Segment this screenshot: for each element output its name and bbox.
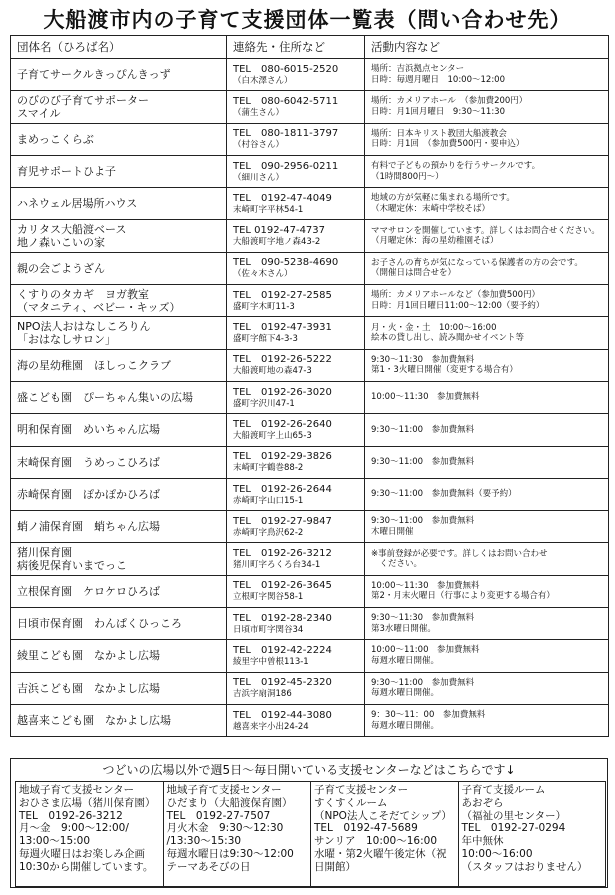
group-name-cell xyxy=(11,155,227,187)
contact-cell xyxy=(227,188,365,220)
group-name-cell xyxy=(11,672,227,704)
card-line: 年中無休 xyxy=(461,835,504,848)
group-name-cell xyxy=(11,446,227,478)
contact-line: 末崎町字鶴巻88-2 xyxy=(233,463,304,474)
table-row xyxy=(11,704,609,736)
contact-cell xyxy=(227,414,365,446)
name-line: のびのび子育てサポーター xyxy=(17,93,149,107)
contact-cell xyxy=(227,220,365,252)
name-line: 赤崎保育園 ぽかぽかひろば xyxy=(17,488,160,501)
group-name-cell xyxy=(11,608,227,640)
contact-cell xyxy=(227,575,365,607)
contact-cell xyxy=(227,285,365,317)
support-center-card xyxy=(16,782,164,886)
header-contact: 連絡先・住所など xyxy=(227,36,365,59)
table-row xyxy=(11,285,609,317)
contact-line: 日頃市町字関谷34 xyxy=(233,624,304,635)
activity-line: 9:30～11:00 参加費無料（要予約） xyxy=(371,489,517,500)
support-center-card xyxy=(311,782,459,886)
activity-cell xyxy=(365,285,609,317)
activity-line: 9:30～11:00 参加費無料 xyxy=(371,677,475,688)
card-line: 水曜・第2火曜午後定休（祝 xyxy=(314,847,447,860)
contact-line: TEL 090-2956-0211 xyxy=(233,160,339,172)
activity-line: ママサロンを開催しています。詳しくはお問合せください。 xyxy=(371,225,600,236)
card-line: TEL 0192-47-5689 xyxy=(314,822,418,835)
header-group-name: 団体名（ひろば名） xyxy=(11,36,227,59)
contact-cell xyxy=(227,252,365,284)
card-line: 子育て支援センター xyxy=(314,784,409,796)
group-name-cell xyxy=(11,91,227,123)
group-name-cell xyxy=(11,381,227,413)
table-row xyxy=(11,543,609,575)
name-line: ハネウェル居場所ハウス xyxy=(17,197,138,211)
table-row xyxy=(11,317,609,349)
activity-line: 日時：月1回月曜日 9:30～11:30 xyxy=(371,106,505,117)
contact-line: TEL 0192-47-3931 xyxy=(233,322,332,334)
contact-line: 末崎町字平林54-1 xyxy=(233,204,304,215)
activity-line: 9:30～11:30 参加費無料 xyxy=(371,613,475,624)
table-row xyxy=(11,91,609,123)
contact-line: 盛町字沢川47-1 xyxy=(233,398,295,409)
table-row xyxy=(11,446,609,478)
table-row xyxy=(11,155,609,187)
table-row xyxy=(11,478,609,510)
activity-line: 毎週水曜日開催。 xyxy=(371,655,440,666)
contact-line: TEL 0192-27-9847 xyxy=(233,515,332,527)
contact-line: 猪川町字ろくろ台34-1 xyxy=(233,560,321,571)
table-row xyxy=(11,511,609,543)
group-name-cell xyxy=(11,123,227,155)
contact-line: TEL 0192-28-2340 xyxy=(233,612,332,624)
contact-line: 越喜来字小出24-24 xyxy=(233,721,309,732)
activity-line: 場所：日本キリスト教団大船渡教会 xyxy=(371,128,507,139)
table-row xyxy=(11,575,609,607)
name-line: 蛸ノ浦保育園 蛸ちゃん広場 xyxy=(17,520,160,534)
activity-line: 有料で子どもの預かりを行うサークルです。 xyxy=(371,161,541,172)
contact-cell xyxy=(227,155,365,187)
contact-cell xyxy=(227,381,365,413)
contact-line: 大船渡町字上山65-3 xyxy=(233,430,312,441)
activity-cell xyxy=(365,446,609,478)
support-groups-table xyxy=(10,35,609,737)
name-line: 越喜来こども園 なかよし広場 xyxy=(17,714,171,728)
activity-cell xyxy=(365,478,609,510)
activity-line: （1時間800円～） xyxy=(371,171,444,182)
contact-line: （佐々木さん） xyxy=(233,269,293,280)
activity-line: （月曜定休：海の星幼稚園そば） xyxy=(371,236,499,247)
card-line: 毎週水曜日は9:30～12:00 xyxy=(166,847,294,860)
activity-cell xyxy=(365,252,609,284)
activity-cell xyxy=(365,543,609,575)
contact-line: （細川さん） xyxy=(233,172,285,183)
activity-line: 9:30～11:00 参加費無料 xyxy=(371,456,475,467)
support-center-card xyxy=(164,782,312,886)
activity-line: （開催日は問合せを） xyxy=(371,268,457,279)
contact-line: TEL 0192-26-3212 xyxy=(233,548,332,560)
contact-line: 盛町字館下4-3-3 xyxy=(233,334,298,345)
card-line: すくすくルーム xyxy=(314,796,388,809)
contact-line: TEL 0192-47-4049 xyxy=(233,192,332,204)
name-line: カリタス大船渡ベース xyxy=(17,223,127,237)
card-line: 日開館） xyxy=(314,860,356,873)
card-line: 月～金 9:00～12:00/ xyxy=(19,822,129,835)
table-row xyxy=(11,640,609,672)
contact-cell xyxy=(227,446,365,478)
contact-line: 吉浜字扇洞186 xyxy=(233,689,292,700)
table-row xyxy=(11,220,609,252)
group-name-cell xyxy=(11,704,227,736)
name-line: 末崎保育園 うめっこひろば xyxy=(17,455,160,469)
activity-line: 第3水曜日開催。 xyxy=(371,623,436,634)
activity-line: 毎週水曜日開催。 xyxy=(371,688,440,699)
contact-cell xyxy=(227,478,365,510)
contact-line: 大船渡町字地ノ森43-2 xyxy=(233,237,321,248)
contact-line: 盛町字木町11-3 xyxy=(233,301,295,312)
contact-line: （白木澤さん） xyxy=(233,75,293,86)
activity-cell xyxy=(365,155,609,187)
activity-line: 場所：カメリアホール （参加費200円） xyxy=(371,96,528,107)
card-line: 10:30から開催しています。 xyxy=(19,860,154,873)
activity-line: 10:00～11:00 参加費無料 xyxy=(371,645,480,656)
card-line: TEL 0192-26-3212 xyxy=(19,809,123,822)
contact-line: TEL 080-1811-3797 xyxy=(233,128,339,140)
activity-line: 月・火・金・土 10:00～16:00 xyxy=(371,322,497,333)
table-row xyxy=(11,672,609,704)
contact-line: 立根町字関谷58-1 xyxy=(233,592,304,603)
group-name-cell xyxy=(11,543,227,575)
card-line: 13:00～15:00 xyxy=(19,835,91,848)
contact-cell xyxy=(227,123,365,155)
activity-cell xyxy=(365,188,609,220)
contact-cell xyxy=(227,511,365,543)
name-line: 病後児保育いまでっこ xyxy=(17,559,127,573)
group-name-cell xyxy=(11,414,227,446)
contact-line: TEL 0192-47-4737 xyxy=(233,225,326,237)
contact-line: TEL 0192-29-3826 xyxy=(233,451,332,463)
card-line: （福祉の里センター） xyxy=(461,809,567,822)
activity-cell xyxy=(365,672,609,704)
table-row xyxy=(11,381,609,413)
activity-cell xyxy=(365,608,609,640)
contact-cell xyxy=(227,672,365,704)
contact-line: TEL 0192-26-3020 xyxy=(233,386,332,398)
name-line: 綾里こども園 なかよし広場 xyxy=(17,649,160,663)
contact-line: TEL 080-6042-5711 xyxy=(233,95,339,107)
card-line: 毎週火曜日はお楽しみ企画 xyxy=(19,847,145,860)
activity-line: 日時：月1回日曜日11:00～12:00（要予約） xyxy=(371,300,545,311)
name-line: 立根保育園 ケロケロひろば xyxy=(17,584,160,598)
group-name-cell xyxy=(11,188,227,220)
activity-cell xyxy=(365,704,609,736)
card-line: あおぞら xyxy=(461,796,504,809)
activity-line: 日時：毎週月曜日 10:00～12:00 xyxy=(371,74,505,85)
header-activity: 活動内容など xyxy=(365,36,609,59)
support-center-cards xyxy=(15,781,606,887)
activity-line: 9:30～11:30 参加費無料 xyxy=(371,354,475,365)
activity-line: お子さんの育ちが気になっている保護者の方の会です。 xyxy=(371,257,583,268)
group-name-cell xyxy=(11,575,227,607)
name-line: 育児サポートひよ子 xyxy=(17,165,116,179)
activity-line: 毎週水曜日開催。 xyxy=(371,720,440,731)
table-row xyxy=(11,188,609,220)
contact-cell xyxy=(227,317,365,349)
activity-cell xyxy=(365,640,609,672)
activity-cell xyxy=(365,123,609,155)
activity-line: 9:30～11:00 参加費無料 xyxy=(371,424,475,435)
activity-line: ください。 xyxy=(371,559,423,570)
activity-line: （木曜定休：末崎中学校そば） xyxy=(371,203,491,214)
name-line: 「おはなしサロン」 xyxy=(17,333,116,347)
name-line: くすりのタカギ ヨガ教室 xyxy=(17,287,149,301)
name-line: （マタニティ、ベビー・キッズ） xyxy=(17,300,181,314)
activity-cell xyxy=(365,317,609,349)
table-header-row xyxy=(11,36,609,59)
contact-line: TEL 080-6015-2520 xyxy=(233,63,339,75)
table-row xyxy=(11,59,609,91)
card-line: TEL 0192-27-0294 xyxy=(461,822,566,835)
name-line: まめっこくらぶ xyxy=(17,132,94,146)
card-line: /13:30～15:30 xyxy=(166,835,242,848)
table-row xyxy=(11,608,609,640)
contact-line: （蒲生さん） xyxy=(233,107,285,118)
support-center-card xyxy=(459,782,606,886)
contact-line: TEL 0192-45-2320 xyxy=(233,677,332,689)
group-name-cell xyxy=(11,220,227,252)
table-row xyxy=(11,252,609,284)
contact-line: 赤崎町字鳥沢62-2 xyxy=(233,527,304,538)
activity-line: 日時：月1回 （参加費500円・要申込） xyxy=(371,139,525,150)
contact-cell xyxy=(227,91,365,123)
name-line: 親の会ごようざん xyxy=(17,261,105,275)
table-row xyxy=(11,414,609,446)
notice-text: つどいの広場以外で週5日～毎日開いている支援センターなどはこちらです↓ xyxy=(102,763,516,777)
contact-line: TEL 0192-26-3645 xyxy=(233,580,332,592)
contact-line: TEL 090-5238-4690 xyxy=(233,257,339,269)
activity-cell xyxy=(365,59,609,91)
contact-line: 綾里字中曽根113-1 xyxy=(233,656,309,667)
activity-line: 9:30～11:00 参加費無料 xyxy=(371,516,475,527)
contact-line: TEL 0192-42-2224 xyxy=(233,644,332,656)
name-line: NPO法人おはなしころりん xyxy=(17,320,151,334)
contact-cell xyxy=(227,59,365,91)
card-line: おひさま広場（猪川保育園） xyxy=(19,796,156,809)
contact-line: 赤崎町字山口15-1 xyxy=(233,495,304,506)
contact-cell xyxy=(227,349,365,381)
activity-cell xyxy=(365,575,609,607)
activity-line: 10:00～11:30 参加費無料 xyxy=(371,580,480,591)
group-name-cell xyxy=(11,285,227,317)
card-line: 地域子育て支援センター xyxy=(166,784,282,796)
contact-line: TEL 0192-26-2640 xyxy=(233,418,332,430)
name-line: 猪川保育園 xyxy=(17,546,72,560)
activity-line: ※事前登録が必要です。詳しくはお問い合わせ xyxy=(371,548,548,559)
contact-line: TEL 0192-26-2644 xyxy=(233,483,332,495)
card-line: 地域子育て支援センター xyxy=(19,784,135,796)
card-line: サンリア 10:00～16:00 xyxy=(314,835,437,848)
name-line: 明和保育園 めいちゃん広場 xyxy=(17,423,160,437)
card-line: 子育て支援ルーム xyxy=(461,784,546,796)
group-name-cell xyxy=(11,511,227,543)
contact-line: 大船渡町地の森47-3 xyxy=(233,366,312,377)
card-line: 月火木金 9:30～12:30 xyxy=(166,822,284,835)
contact-line: TEL 0192-27-2585 xyxy=(233,289,332,301)
group-name-cell xyxy=(11,640,227,672)
contact-cell xyxy=(227,543,365,575)
contact-cell xyxy=(227,704,365,736)
group-name-cell xyxy=(11,59,227,91)
activity-line: 絵本の貸し出し、読み聞かせイベント等 xyxy=(371,333,525,344)
card-line: ひだまり（大船渡保育園） xyxy=(166,796,293,809)
activity-cell xyxy=(365,349,609,381)
group-name-cell xyxy=(11,252,227,284)
name-line: 子育てサークルきっぴんきっず xyxy=(17,68,171,82)
name-line: 日頃市保育園 わんぱくひっころ xyxy=(17,617,182,631)
activity-cell xyxy=(365,511,609,543)
card-line: （NPO法人こそだてシップ） xyxy=(314,809,452,822)
name-line: スマイル xyxy=(17,106,61,120)
name-line: 吉浜こども園 なかよし広場 xyxy=(17,681,160,695)
contact-line: TEL 0192-26-5222 xyxy=(233,354,332,366)
contact-line: TEL 0192-44-3080 xyxy=(233,709,332,721)
card-line: TEL 0192-27-7507 xyxy=(166,809,271,822)
activity-cell xyxy=(365,381,609,413)
group-name-cell xyxy=(11,317,227,349)
name-line: 海の星幼稚園 ほしっこクラブ xyxy=(17,358,171,372)
activity-line: 第1・3火曜日開催（変更する場合有） xyxy=(371,365,518,376)
activity-cell xyxy=(365,220,609,252)
activity-line: 第2・月末火曜日（行事により変更する場合有） xyxy=(371,591,555,602)
activity-line: 9：30～11：00 参加費無料 xyxy=(371,710,486,721)
contact-cell xyxy=(227,608,365,640)
activity-cell xyxy=(365,414,609,446)
card-line: （スタッフはおりません） xyxy=(461,860,588,873)
name-line: 地ノ森いこいの家 xyxy=(17,236,105,250)
activity-line: 地域の方が気軽に集まれる場所です。 xyxy=(371,193,515,204)
contact-line: （村谷さん） xyxy=(233,140,285,151)
table-row xyxy=(11,123,609,155)
page-title: 大船渡市内の子育て支援団体一覧表（問い合わせ先） xyxy=(43,8,572,32)
activity-cell xyxy=(365,91,609,123)
support-center-notice xyxy=(10,758,608,888)
card-line: 10:00～16:00 xyxy=(461,847,533,860)
table-row xyxy=(11,349,609,381)
activity-line: 木曜日開催 xyxy=(371,526,414,537)
group-name-cell xyxy=(11,349,227,381)
group-name-cell xyxy=(11,478,227,510)
contact-cell xyxy=(227,640,365,672)
activity-line: 場所：カメリアホールなど（参加費500円） xyxy=(371,290,541,301)
activity-line: 場所：吉浜拠点センター xyxy=(371,64,465,75)
activity-line: 10:00～11:30 参加費無料 xyxy=(371,392,480,403)
name-line: 盛こども園 ぴーちゃん集いの広場 xyxy=(17,391,193,405)
card-line: テーマあそびの日 xyxy=(166,860,251,873)
